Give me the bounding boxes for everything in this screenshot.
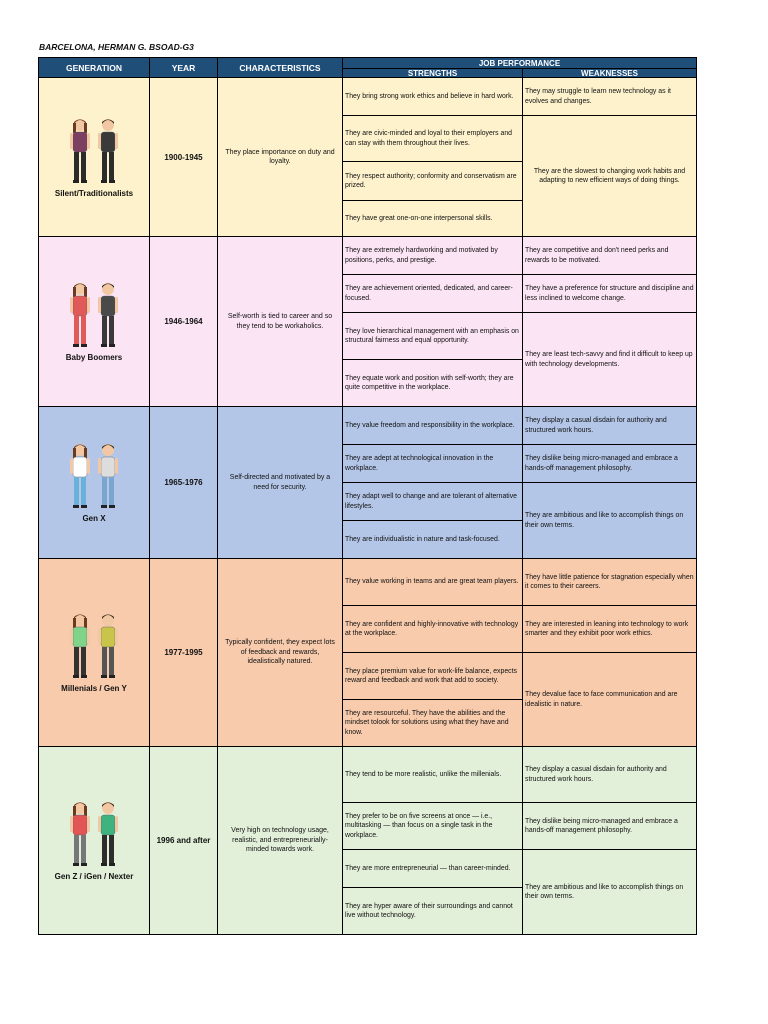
man-figure-icon <box>96 442 120 510</box>
strengths-column <box>343 78 523 236</box>
weakness-item: They dislike being micro-managed and embrace a hands-off management philosophy. <box>523 803 696 850</box>
people-illustration <box>68 612 120 680</box>
man-figure-icon <box>96 612 120 680</box>
strength-item: They value freedom and responsibility in the workplace. <box>343 407 522 445</box>
strength-item: They are civic-minded and loyal to their employers and can stay with them throughout their lives. <box>343 116 522 162</box>
strength-item: They are individualistic in nature and task-focused. <box>345 535 500 543</box>
generation-cell <box>39 559 150 746</box>
strength-item: They are resourceful. They have the abilities and the mindset tolook for solutions using what they have and know. <box>345 710 509 736</box>
woman-figure-icon <box>68 442 92 510</box>
weaknesses-column <box>523 747 696 934</box>
generation-cell <box>39 78 150 236</box>
generation-year: 1946-1964 <box>150 237 218 406</box>
weakness-item: They are competitive and don't need perks and rewards to be motivated. <box>523 237 696 275</box>
weakness-item: They are ambitious and like to accomplish things on their own terms. <box>525 883 684 900</box>
people-illustration <box>68 117 120 185</box>
weakness-item: They may struggle to learn new technology as it evolves and changes. <box>523 78 696 116</box>
weakness-item: They devalue face to face communication and are idealistic in nature. <box>525 691 678 708</box>
generation-year: 1977-1995 <box>150 559 218 746</box>
weaknesses-column <box>523 407 696 558</box>
generation-name: Gen X <box>82 514 106 523</box>
strength-item: They have great one-on-one interpersonal skills. <box>345 214 493 222</box>
weakness-item: They are the slowest to changing work habits and adapting to new efficient ways of doing things. <box>533 167 686 184</box>
generation-characteristics: They place importance on duty and loyalty. <box>218 78 343 236</box>
weakness-item: They are interested in leaning into technology to work smarter and they exhibit poor work ethics. <box>523 606 696 653</box>
generation-name: Millenials / Gen Y <box>61 684 127 693</box>
man-figure-icon <box>96 281 120 349</box>
generations-table <box>38 57 697 935</box>
strength-item: They are more entrepreneurial — than career-minded. <box>343 850 522 888</box>
strength-item: They value working in teams and are great team players. <box>343 559 522 606</box>
weaknesses-column <box>523 559 696 746</box>
strength-item: They tend to be more realistic, unlike the millenials. <box>343 747 522 803</box>
weakness-item: They have a preference for structure and discipline and less inclined to welcome change. <box>523 275 696 313</box>
strengths-column <box>343 747 523 934</box>
strength-item: They place premium value for work-life balance, expects reward and feedback and work that add to society. <box>343 653 522 700</box>
header-job-performance: JOB PERFORMANCE <box>343 58 696 69</box>
strength-item: They adapt well to change and are tolerant of alternative lifestyles. <box>343 483 522 521</box>
generation-row-boomers <box>38 237 697 407</box>
generation-characteristics: Very high on technology usage, realistic, and entrepreneurially-minded towards work. <box>218 747 343 934</box>
generation-cell <box>39 747 150 934</box>
people-illustration <box>68 442 120 510</box>
weakness-item: They display a casual disdain for authority and structured work hours. <box>523 747 696 803</box>
people-illustration <box>68 800 120 868</box>
generation-row-genx <box>38 407 697 559</box>
weaknesses-column <box>523 78 696 236</box>
man-figure-icon <box>96 117 120 185</box>
header-generation: GENERATION <box>39 58 150 77</box>
generation-characteristics: Typically confident, they expect lots of feedback and rewards, idealistically natured. <box>218 559 343 746</box>
weaknesses-column <box>523 237 696 406</box>
generation-characteristics: Self-worth is tied to career and so they tend to be workaholics. <box>218 237 343 406</box>
strength-item: They are extremely hardworking and motivated by positions, perks, and prestige. <box>343 237 522 275</box>
strength-item: They are hyper aware of their surroundings and cannot live without technology. <box>345 902 513 919</box>
strength-item: They prefer to be on five screens at once — i.e., multitasking — than focus on a single task in the workplace. <box>343 803 522 850</box>
strength-item: They respect authority; conformity and conservatism are prized. <box>343 162 522 201</box>
people-illustration <box>68 281 120 349</box>
generation-row-millenials <box>38 559 697 747</box>
generation-year: 1996 and after <box>150 747 218 934</box>
generation-cell <box>39 407 150 558</box>
strengths-column <box>343 559 523 746</box>
header-weaknesses: WEAKNESSES <box>581 69 638 78</box>
woman-figure-icon <box>68 800 92 868</box>
weakness-item: They have little patience for stagnation especially when it comes to their careers. <box>523 559 696 606</box>
woman-figure-icon <box>68 612 92 680</box>
author-line: BARCELONA, HERMAN G. BSOAD-G3 <box>39 42 194 52</box>
woman-figure-icon <box>68 117 92 185</box>
strength-item: They are adept at technological innovation in the workplace. <box>343 445 522 483</box>
generation-name: Silent/Traditionalists <box>54 188 134 198</box>
generation-name: Gen Z / iGen / Nexter <box>54 872 134 881</box>
strengths-column <box>343 237 523 406</box>
strength-item: They equate work and position with self-worth; they are quite competitive in the workplace. <box>345 374 514 391</box>
generation-year: 1900-1945 <box>150 78 218 236</box>
generation-row-silent <box>38 78 697 237</box>
strengths-column <box>343 407 523 558</box>
woman-figure-icon <box>68 281 92 349</box>
generation-year: 1965-1976 <box>150 407 218 558</box>
man-figure-icon <box>96 800 120 868</box>
strength-item: They are achievement oriented, dedicated, and career-focused. <box>343 275 522 313</box>
weakness-item: They are ambitious and like to accomplish things on their own terms. <box>525 512 684 529</box>
strength-item: They love hierarchical management with an emphasis on structural fairness and equal opportunity. <box>343 313 522 360</box>
weakness-item: They display a casual disdain for authority and structured work hours. <box>523 407 696 445</box>
generation-characteristics: Self-directed and motivated by a need for security. <box>218 407 343 558</box>
header-year: YEAR <box>150 58 218 77</box>
table-header <box>38 57 697 78</box>
generation-name: Baby Boomers <box>65 353 123 362</box>
strength-item: They are confident and highly-innovative with technology at the workplace. <box>343 606 522 653</box>
generation-cell <box>39 237 150 406</box>
weakness-item: They are least tech-savvy and find it difficult to keep up with technology developments. <box>525 351 693 368</box>
generation-row-genz <box>38 747 697 935</box>
strength-item: They bring strong work ethics and believe in hard work. <box>343 78 522 116</box>
weakness-item: They dislike being micro-managed and embrace a hands-off management philosophy. <box>523 445 696 483</box>
header-characteristics: CHARACTERISTICS <box>218 58 343 77</box>
header-strengths: STRENGTHS <box>343 68 523 79</box>
